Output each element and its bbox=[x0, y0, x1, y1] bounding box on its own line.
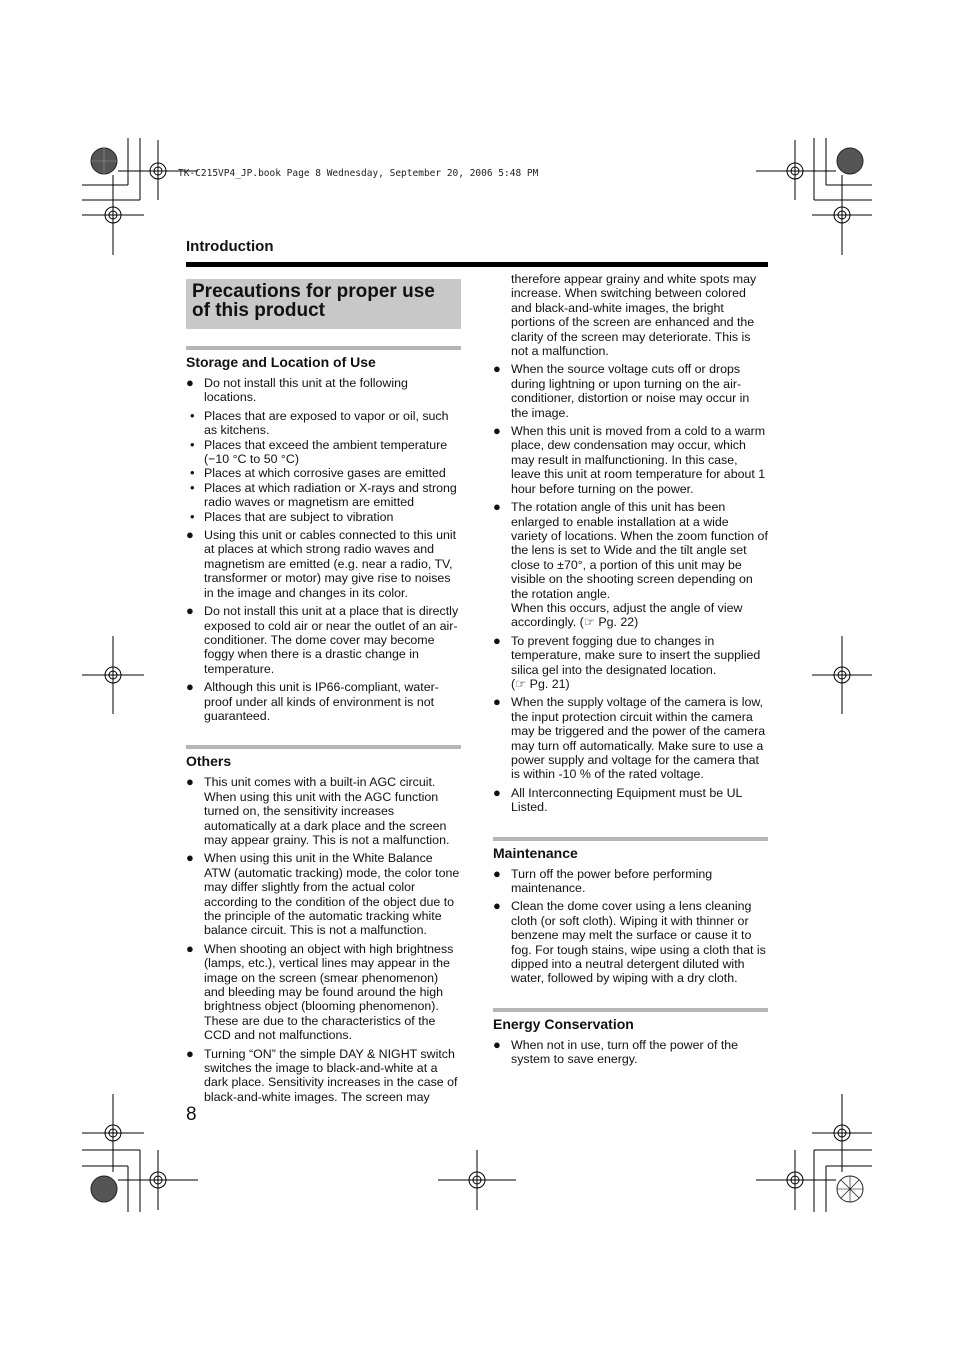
list-item bbox=[493, 634, 768, 692]
list-item: ● When the supply voltage of the camera is low, the input protection circuit within the camera may be triggered and the power of the camera may turn off automatically. Make sure to use a power supply and voltage for the camera that is within -10 % of the rated voltage. bbox=[493, 695, 768, 781]
list-subitem: • Places at which corrosive gases are emitted bbox=[186, 466, 461, 480]
page-title bbox=[186, 279, 461, 329]
header-rule bbox=[186, 262, 768, 267]
page-title-line-2: of this product bbox=[192, 300, 325, 321]
list-item: ● Turn off the power before performing maintenance. bbox=[493, 867, 768, 896]
list-item: ● This unit comes with a built-in AGC circuit. When using this unit with the AGC function turned on, the sensitivity increases automatically at a dark place and the screen may appear grainy. This is not a malfunction. bbox=[186, 775, 461, 847]
page-number: 8 bbox=[186, 1104, 197, 1125]
list-item: ● Although this unit is IP66-compliant, water-proof under all kinds of environment is not guaranteed. bbox=[186, 680, 461, 723]
list-subitem: • Places that exceed the ambient temperature (−10 °C to 50 °C) bbox=[186, 438, 461, 467]
energy-heading: Energy Conservation bbox=[493, 1008, 768, 1032]
list-item: ● Clean the dome cover using a lens cleaning cloth (or soft cloth). Wiping it with thinner or benzene may melt the surface or cause it to fog. For tough stains, wipe using a cloth that is dipped into a neutral detergent diluted with water, followed by wiping with a dry cloth. bbox=[493, 899, 768, 985]
list-subitem: • Places that are subject to vibration bbox=[186, 510, 461, 524]
list-item: ● When shooting an object with high brightness (lamps, etc.), vertical lines may appear in the image on the screen (smear phenomenon) and bleeding may be found around the high brightness object (blooming phenomenon). These are due to the characteristics of the CCD and not malfunctions. bbox=[186, 942, 461, 1043]
list-subitem: • Places that are exposed to vapor or oil, such as kitchens. bbox=[186, 409, 461, 438]
list-item: ● When using this unit in the White Balance ATW (automatic tracking) mode, the color tone may differ slightly from the actual color according to the condition of the object due to the principle of the automatic tracking white balance circuit. This is not a malfunction. bbox=[186, 851, 461, 937]
list-item: ● Do not install this unit at a place that is directly exposed to cold air or near the outlet of an air-conditioner. The dome cover may become foggy when there is a drastic change in temperature. bbox=[186, 604, 461, 676]
list-item: ● Do not install this unit at the following locations. bbox=[186, 376, 461, 405]
maintenance-heading: Maintenance bbox=[493, 837, 768, 861]
rotation-text-2: When this occurs, adjust the angle of view accordingly. (☞ Pg. 22) bbox=[511, 600, 743, 630]
storage-heading: Storage and Location of Use bbox=[186, 346, 461, 370]
fogging-text: ● To prevent fogging due to changes in temperature, make sure to insert the supplied silica gel into the designated location. bbox=[511, 633, 761, 677]
left-column bbox=[186, 346, 461, 1108]
list-item: ● When the source voltage cuts off or drops during lightning or upon turning on the air-conditioner, distortion or noise may occur in the image. bbox=[493, 362, 768, 420]
list-item: ● Using this unit or cables connected to this unit at places at which strong radio waves and magnetism are emitted (e.g. near a radio, TV, transformer or motor) may give rise to noises in the image and changes in its color. bbox=[186, 528, 461, 600]
page-reference: (☞ Pg. 21) bbox=[511, 676, 570, 691]
list-item-continued: therefore appear grainy and white spots may increase. When switching between colored and black-and-white images, the bright portions of the screen are enhanced and the clarity of the screen may deteriorate. This is not a malfunction. bbox=[511, 272, 757, 359]
rotation-text: ● The rotation angle of this unit has been enlarged to enable installation at a wide variety of locations. When the zoom function of the lens is set to Wide and the tilt angle set close to ±70°, a portion of this unit may be visible on the shooting screen depending on the rotation angle. bbox=[511, 500, 768, 601]
list-item: ● All Interconnecting Equipment must be UL Listed. bbox=[493, 786, 768, 815]
page-title-line-1: Precautions for proper use bbox=[192, 281, 435, 302]
section-label: Introduction bbox=[186, 238, 274, 255]
list-item: ● When not in use, turn off the power of the system to save energy. bbox=[493, 1038, 768, 1067]
list-item: ● Turning “ON” the simple DAY & NIGHT switch switches the image to black-and-white at a dark place. Sensitivity increases in the case of black-and-white images. The screen may bbox=[186, 1047, 461, 1105]
print-info-line: TK-C215VP4_JP.book Page 8 Wednesday, September 20, 2006 5:48 PM bbox=[178, 168, 539, 179]
list-item: ● When this unit is moved from a cold to a warm place, dew condensation may occur, which may result in malfunctioning. In this case, leave this unit at room temperature for about 1 hour before turning on the power. bbox=[493, 424, 768, 496]
list-item bbox=[493, 500, 768, 630]
list-subitem: • Places at which radiation or X-rays and strong radio waves or magnetism are emitted bbox=[186, 481, 461, 510]
right-column bbox=[493, 272, 768, 1071]
others-heading: Others bbox=[186, 745, 461, 769]
